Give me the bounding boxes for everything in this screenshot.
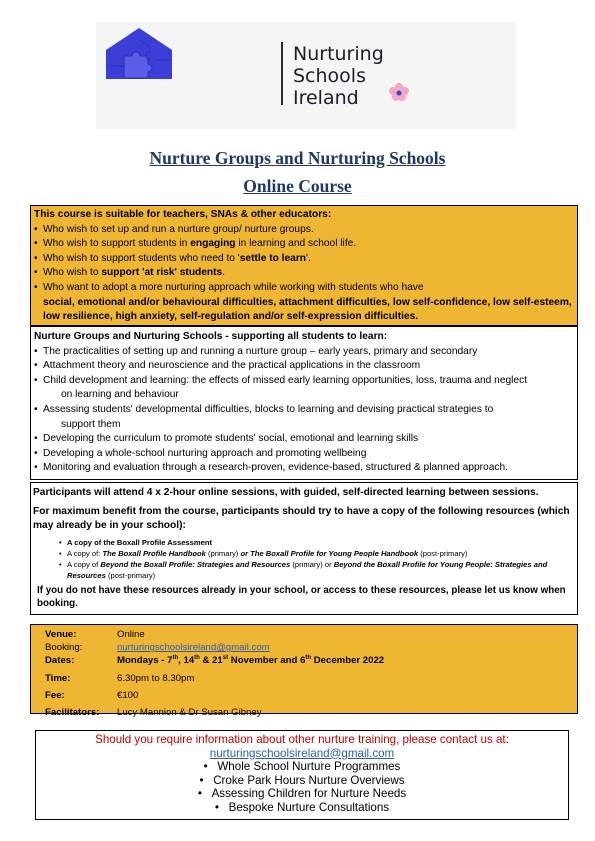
dates-label: Dates: [45,655,75,667]
fee-label: Fee: [45,689,65,701]
flower-icon [384,78,414,108]
learning-list [34,345,574,476]
list-item: • Who want to adopt a more nurturing approach while working with students who have [34,281,574,296]
resources-list [59,537,575,582]
participants-section [30,482,578,615]
venue-label: Venue: [45,629,77,640]
list-item: • A copy of the Boxall Profile Assessment [59,537,575,548]
list-item: • Attachment theory and neuroscience and the practical applications in the classroom [34,359,574,374]
logo-divider [281,42,283,105]
list-item: • A copy of Beyond the Boxall Profile: Strategies and Resources (primary) or Beyond the Boxall Profile for Young People: Strategies and Resources (post-primary) [59,559,575,581]
list-item: • Who wish to support students in engaging in learning and school life. [34,237,574,252]
facilitators-label: Facilitators: [45,707,100,719]
puzzle-house-logo-icon [104,26,174,81]
difficulties-text: social, emotional and/or behavioural difficulties, attachment difficulties, low self-confidence, low self-esteem, low resilience, high anxiety, self-regulation and/or self-expression difficulties. [43,296,572,323]
learning-heading: Nurture Groups and Nurturing Schools - supporting all students to learn: [34,331,388,342]
suitability-list [34,223,574,296]
list-item: • Who wish to support 'at risk' students. [34,266,574,281]
fee-value: €100 [117,689,139,701]
course-title: Nurture Groups and Nurturing Schools [149,148,446,168]
suitability-heading: This course is suitable for teachers, SNAs & other educators: [34,209,332,220]
list-item: • Whole School Nurture Programmes [36,760,568,774]
list-item: • Assessing Children for Nurture Needs [36,787,568,801]
list-item: • Child development and learning: the effects of missed early learning opportunities, loss, trauma and neglect on learning and behaviour [34,374,574,403]
time-value: 6.30pm to 8.30pm [117,672,195,684]
booking-note: If you do not have these resources already in your school, or access to these resources, please let us know when booking. [37,584,566,609]
booking-email-link[interactable]: nurturingschoolsireland@gmail.com [117,642,270,654]
suitability-section [30,205,578,326]
booking-label: Booking: [45,642,83,654]
contact-text: Should you require information about other nurture training, please contact us at: [95,733,509,746]
list-item: • Croke Park Hours Nurture Overviews [36,774,568,788]
contact-email-link[interactable]: nurturingschoolsireland@gmail.com [209,746,395,760]
list-item: • Who wish to support students who need to 'settle to learn'. [34,252,574,267]
list-item: • The practicalities of setting up and running a nurture group – early years, primary and secondary [34,345,574,360]
contact-section [35,730,569,820]
logo-line-1: Nurturing [293,43,384,65]
facilitators-value: Lucy Mannion & Dr Susan Gibney [117,707,262,719]
list-item: • Assessing students' developmental difficulties, blocks to learning and devising practical strategies to support them [34,403,574,432]
dates-value: Mondays - 7th, 14th & 21st November and 6th December 2022 [117,655,385,667]
time-label: Time: [45,672,71,684]
logo-line-2: Schools [293,65,366,87]
course-subtitle: Online Course [243,176,352,196]
list-item: • Monitoring and evaluation through a research-proven, evidence-based, structured & planned approach. [34,461,574,476]
details-table [45,628,384,719]
sessions-text: Participants will attend 4 x 2-hour online sessions, with guided, self-directed learning between sessions. [33,487,539,498]
list-item: • Developing the curriculum to promote students' social, emotional and learning skills [34,432,574,447]
venue-value: Online [117,629,145,640]
list-item: • Developing a whole-school nurturing approach and promoting wellbeing [34,447,574,462]
list-item: • Bespoke Nurture Consultations [36,801,568,815]
list-item: • A copy of: The Boxall Profile Handbook (primary) or The Boxall Profile for Young People Handbook (post-primary) [59,548,575,559]
logo-line-3: Ireland [293,87,359,109]
learning-section [30,326,578,480]
list-item: • Who wish to set up and run a nurture group/ nurture groups. [34,223,574,238]
course-details [30,624,578,719]
logo-wordmark [293,43,384,109]
resources-intro: For maximum benefit from the course, participants should try to have a copy of the following resources (which may already be in your school): [33,505,570,532]
training-list [36,760,568,814]
